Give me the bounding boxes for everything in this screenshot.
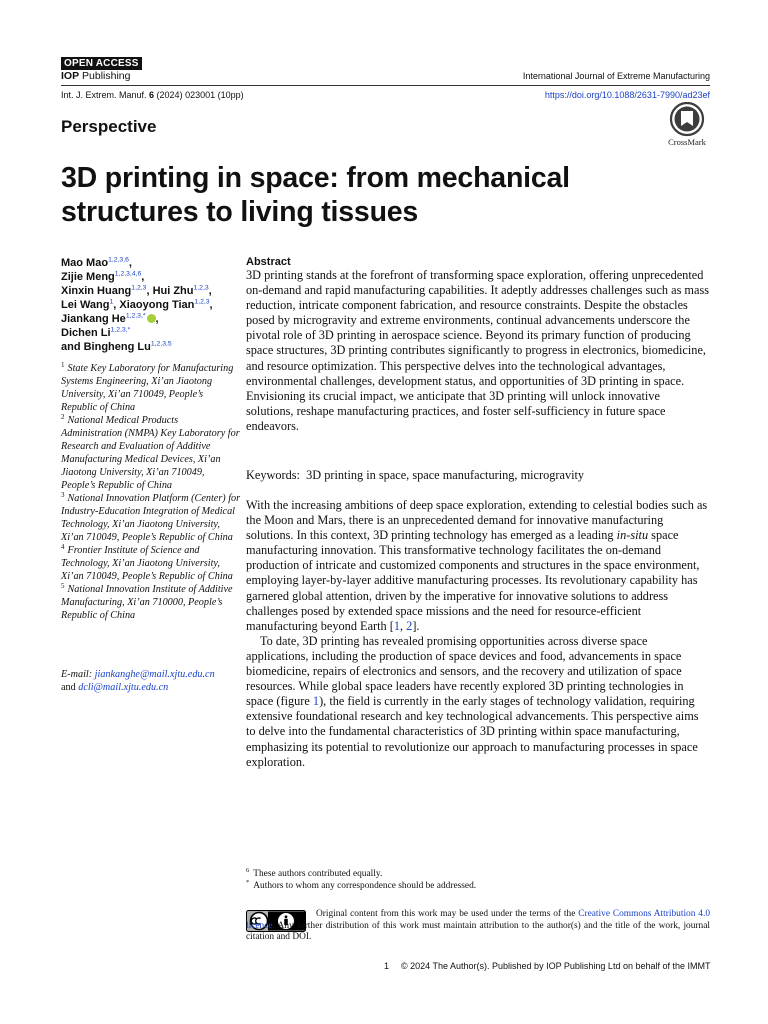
license-link[interactable]: Creative Commons Attribution 4.0 licence bbox=[246, 909, 711, 931]
section-label: Perspective bbox=[61, 117, 157, 136]
affiliation-text: National Medical Products Administration (NMPA) Key Laboratory for Research and Evaluation of Additive Manufacturing Medical Devices, Xi’an Jiaotong University, Xi’an 710049, People’s Republic of China bbox=[61, 415, 240, 491]
page-footer bbox=[384, 961, 711, 971]
publisher-bold: IOP bbox=[61, 70, 80, 82]
author-line bbox=[61, 284, 241, 298]
keywords-text: 3D printing in space, space manufacturing, microgravity bbox=[306, 468, 585, 482]
author-name: Mao Mao bbox=[61, 257, 109, 269]
affiliation-text: State Key Laboratory for Manufacturing Systems Engineering, Xi’an Jiaotong University, Xi’an 710049, People’s Republic of China bbox=[61, 363, 234, 413]
affiliation-number: 2 bbox=[61, 412, 65, 421]
author-sep: , bbox=[146, 285, 153, 297]
license-text bbox=[246, 909, 710, 944]
author-affil-sup[interactable]: 1,2,3,6 bbox=[108, 256, 129, 264]
affiliation-list bbox=[61, 362, 241, 622]
affiliation bbox=[61, 362, 241, 414]
keywords bbox=[246, 468, 710, 483]
footnote-text: These authors contributed equally. bbox=[253, 869, 383, 879]
affiliation-number: 5 bbox=[61, 581, 65, 590]
author-sep: , bbox=[155, 313, 159, 325]
affiliation-number: 1 bbox=[61, 360, 65, 369]
citation-prefix: Int. J. Extrem. Manuf. bbox=[61, 90, 150, 100]
affiliation-number: 4 bbox=[61, 542, 65, 551]
footnote-text: Authors to whom any correspondence should be addressed. bbox=[253, 881, 477, 891]
author-affil-sup[interactable]: 1,2,3,* bbox=[125, 312, 146, 320]
author-name: Xiaoyong Tian bbox=[119, 299, 195, 311]
license-text-run: . Any further distribution of this work must maintain attribution to the author(s) and the title of the work, journal citation and DOI. bbox=[246, 920, 710, 943]
citation-rest: (2024) 023001 (10pp) bbox=[154, 90, 244, 100]
author-line bbox=[61, 270, 241, 284]
email-link[interactable]: jiankanghe@mail.xjtu.edu.cn bbox=[94, 669, 215, 680]
affiliation-number: 3 bbox=[61, 490, 65, 499]
body-text bbox=[246, 498, 710, 770]
author-name: Dichen Li bbox=[61, 327, 111, 339]
body-text-run: ]. bbox=[412, 618, 420, 633]
affiliation-text: National Innovation Institute of Additive Manufacturing, Xi’an 710000, People’s Republic of China bbox=[61, 584, 233, 621]
paper-title: 3D printing in space: from mechanical structures to living tissues bbox=[61, 162, 570, 228]
author-affil-sup[interactable]: 1,2,3,4,6 bbox=[114, 270, 142, 278]
doi-link[interactable]: https://doi.org/10.1088/2631-7990/ad23ef bbox=[544, 90, 710, 100]
reference-link[interactable]: 2 bbox=[406, 618, 413, 633]
body-text-run: , bbox=[400, 618, 407, 633]
author-line bbox=[61, 340, 241, 354]
footnote-mark: * bbox=[246, 878, 250, 886]
body-text-run: ), the field is currently in the early stages of technology validation, requiring extensive foundational research and key technological advancements. This perspective aims to delve into the fundamental characteristics of 3D printing within space manufacturing, emphasizing its potential to revolutionize our approach to manufacturing processes in space exploration. bbox=[246, 694, 699, 769]
author-line bbox=[61, 256, 241, 270]
open-access-badge: OPEN ACCESS bbox=[61, 57, 142, 70]
author-affil-sup[interactable]: 1,2,3,* bbox=[110, 326, 131, 334]
affiliation bbox=[61, 414, 241, 492]
author-sep: , bbox=[128, 257, 132, 269]
author-line bbox=[61, 312, 241, 326]
body-text-run: space manufacturing innovation. This transformative technology facilitates the on-demand production of intricate and customized components and structures in the space environment, employing layer-by-layer additive manufacturing processes. Its revolutionary capability has garnered global attention, driven by the imperative for innovative solutions to address challenges posed by extended space missions and the need for resource-efficient manufacturing beyond Earth [ bbox=[246, 528, 700, 633]
citation bbox=[61, 90, 244, 100]
author-affil-sup[interactable]: 1,2,3,5 bbox=[150, 340, 172, 348]
footnote bbox=[246, 868, 710, 880]
affiliation bbox=[61, 544, 241, 583]
affiliation bbox=[61, 583, 241, 622]
correspondence-emails bbox=[61, 668, 246, 694]
author-name: Lei Wang bbox=[61, 299, 110, 311]
author-name: Jiankang He bbox=[61, 313, 126, 325]
figure-link[interactable]: 1 bbox=[312, 694, 320, 709]
affiliation bbox=[61, 492, 241, 544]
email-label: E-mail: bbox=[61, 669, 95, 680]
journal-name: International Journal of Extreme Manufacturing bbox=[522, 71, 710, 81]
license-text-run: Original content from this work may be used under the terms of the bbox=[316, 909, 579, 919]
email-and: and bbox=[61, 682, 79, 693]
author-line bbox=[61, 326, 241, 340]
paragraph bbox=[246, 498, 710, 634]
email-link[interactable]: dcli@mail.xjtu.edu.cn bbox=[78, 682, 169, 693]
citation-volume: 6 bbox=[149, 90, 155, 100]
paragraph bbox=[246, 634, 710, 770]
footnotes bbox=[246, 868, 710, 892]
publisher-logo bbox=[61, 70, 130, 82]
crossmark-label: CrossMark bbox=[668, 137, 706, 147]
footnote-mark: 6 bbox=[246, 866, 250, 874]
author-name: and Bingheng Lu bbox=[61, 341, 151, 353]
header-divider bbox=[61, 85, 710, 86]
author-sep: , bbox=[113, 299, 120, 311]
page-number: 1 bbox=[384, 961, 390, 971]
author-affil-sup[interactable]: 1 bbox=[109, 298, 114, 306]
body-text-run: With the increasing ambitions of deep space exploration, extending to celestial bodies such as the Moon and Mars, there is an unprecedented demand for innovative manufacturing solutions. In this context, 3D printing technology has emerged as a leading bbox=[246, 498, 708, 543]
author-affil-sup[interactable]: 1,2,3 bbox=[194, 298, 210, 306]
affiliation-text: National Innovation Platform (Center) for Industry-Education Integration of Medical Technology, Xi’an Jiaotong University, Xi’an 710049, People’s Republic of China bbox=[61, 493, 241, 543]
body-text-run: in-situ bbox=[616, 528, 649, 543]
author-affil-sup[interactable]: 1,2,3 bbox=[193, 284, 209, 292]
abstract-text: 3D printing stands at the forefront of transforming space exploration, offering unprecedented on-demand and rapid manufacturing capabilities. It adeptly addresses challenges such as mass reduction, intricate component fabrication, and resource constraints. Despite the obstacles posed by microgravity and extreme environments, continual advancements underscore the pivotal role of 3D printing in aerospace science. Beyond its primary function of producing space structures, 3D printing contributes significantly to progress in electronics, biomedicine, and resource optimization. This perspective delves into the technological advantages, environmental challenges, development status, and opportunities of 3D printing in space. Envisioning its crucial impact, we anticipate that 3D printing will unlock innovative solutions, reshape manufacturing practices, and foster self-sufficiency in future space endeavors. bbox=[246, 268, 710, 433]
author-list bbox=[61, 256, 241, 354]
keywords-label: Keywords: bbox=[246, 468, 300, 482]
affiliation-text: Frontier Institute of Science and Technology, Xi’an Jiaotong University, Xi’an 710049, People’s Republic of China bbox=[61, 545, 233, 582]
author-sep: , bbox=[141, 271, 145, 283]
author-name: Hui Zhu bbox=[152, 285, 194, 297]
orcid-icon[interactable] bbox=[147, 314, 156, 323]
author-sep: , bbox=[208, 285, 212, 297]
author-sep: , bbox=[209, 299, 213, 311]
author-line bbox=[61, 298, 241, 312]
footnote bbox=[246, 880, 710, 892]
author-name: Zijie Meng bbox=[61, 271, 115, 283]
body-text-run: To date, 3D printing has revealed promising opportunities across diverse space applications, including the production of space devices and food, advancements in space biomedicine, repairs of electronics and sensors, and the recovery and utilization of space resources. While global space leaders have recently explored 3D printing technologies in space (figure bbox=[246, 633, 684, 709]
author-name: Xinxin Huang bbox=[61, 285, 132, 297]
copyright: © 2024 The Author(s). Published by IOP Publishing Ltd on behalf of the IMMT bbox=[401, 961, 711, 971]
publisher-rest: Publishing bbox=[79, 70, 131, 82]
reference-link[interactable]: 1 bbox=[393, 618, 401, 633]
author-affil-sup[interactable]: 1,2,3 bbox=[131, 284, 147, 292]
abstract-heading: Abstract bbox=[246, 256, 291, 268]
